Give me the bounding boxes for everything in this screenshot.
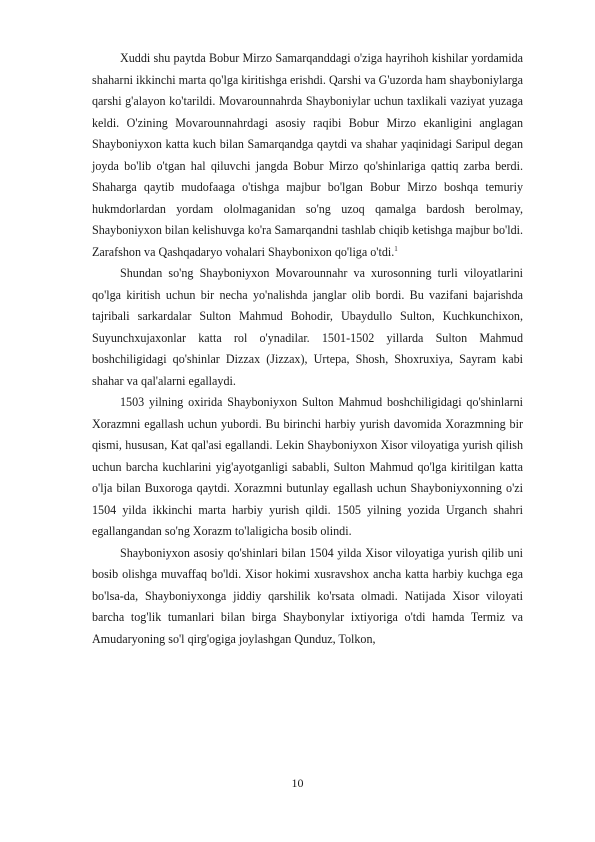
paragraph-2 (92, 263, 523, 392)
paragraph-1 (92, 48, 523, 263)
footnote-marker[interactable]: 1 (394, 244, 398, 253)
document-page (92, 48, 523, 650)
paragraph-4-text: Shayboniyxon asosiy qo'shinlari bilan 1504 yilda Xisor viloyatiga yurish qilib uni bosib olishga muvaffaq bo'ldi. Xisor hokimi xusravshox ancha katta harbiy kuchga ega bo'lsa-da, Shayboniyxonga jiddiy qarshilik ko'rsata olmadi. Natijada Xisor viloyati barcha tog'lik tumanlari bilan birga Shaybonylar ixtiyoriga o'tdi hamda Termiz va Amudaryoning so'l qirg'ogiga joylashgan Qunduz, Tolkon, (92, 545, 523, 646)
paragraph-1-text: Xuddi shu paytda Bobur Mirzo Samarqanddagi o'ziga hayrihoh kishilar yordamida shaharni ikkinchi marta qo'lga kiritishga erishdi. Qarshi va G'uzorda ham shayboniylarga qarshi g'alayon ko'tarildi. Movarounnahrda Shayboniylar uchun taxlikali vaziyat yuzaga keldi. O'zining Movarounnahrdagi asosiy raqibi Bobur Mirzo ekanligini anglagan Shayboniyxon katta kuch bilan Samarqandga qaytdi va shahar yaqinidagi Saripul degan joyda bo'lib o'tgan hal qiluvchi jangda Bobur Mirzo qo'shinlariga qattiq zarba berdi. Shaharga qaytib mudofaaga o'tishga majbur bo'lgan Bobur Mirzo boshqa temuriy hukmdorlardan yordam ololmaganidan so'ng uzoq qamalga bardosh berolmay, Shayboniyxon bilan kelishuvga ko'ra Samarqandni tashlab chiqib ketishga majbur bo'ldi. Zarafshon va Qashqadaryo vohalari Shaybonixon qo'liga o'tdi. (92, 51, 523, 259)
paragraph-3-text: 1503 yilning oxirida Shayboniyxon Sulton Mahmud boshchiligidagi qo'shinlarni Xorazmni egallash uchun yubordi. Bu birinchi harbiy yurish davomida Xorazmning bir qismi, hususan, Kat qal'asi egallandi. Lekin Shayboniyxon Xisor viloyatiga yurish qilish uchun barcha kuchlarini yig'ayotganligi sababli, Sulton Mahmud qo'lga kiritilgan katta o'lja bilan Buxoroga qaytdi. Xorazmni butunlay egallash uchun Shayboniyxonning o'zi 1504 yilda ikkinchi marta harbiy yurish qildi. 1505 yilning yozida Urganch shahri egallangandan so'ng Xorazm to'laligicha bosib olindi. (92, 395, 523, 538)
page-number: 10 (291, 776, 304, 790)
paragraph-2-text: Shundan so'ng Shayboniyxon Movarounnahr va xurosonning turli viloyatlarini qo'lga kiritish uchun bir necha yo'nalishda janglar olib bordi. Bu vazifani bajarishda tajribali sarkardalar Sulton Mahmud Bohodir, Ubaydullo Sulton, Kuchkunchixon, Suyunchxujaxonlar katta rol o'ynadilar. 1501-1502 yillarda Sulton Mahmud boshchiligidagi qo'shinlar Dizzax (Jizzax), Urtepa, Shosh, Shoxruxiya, Sayram kabi shahar va qal'alarni egallaydi. (92, 266, 523, 388)
paragraph-4 (92, 543, 523, 651)
paragraph-3 (92, 392, 523, 543)
